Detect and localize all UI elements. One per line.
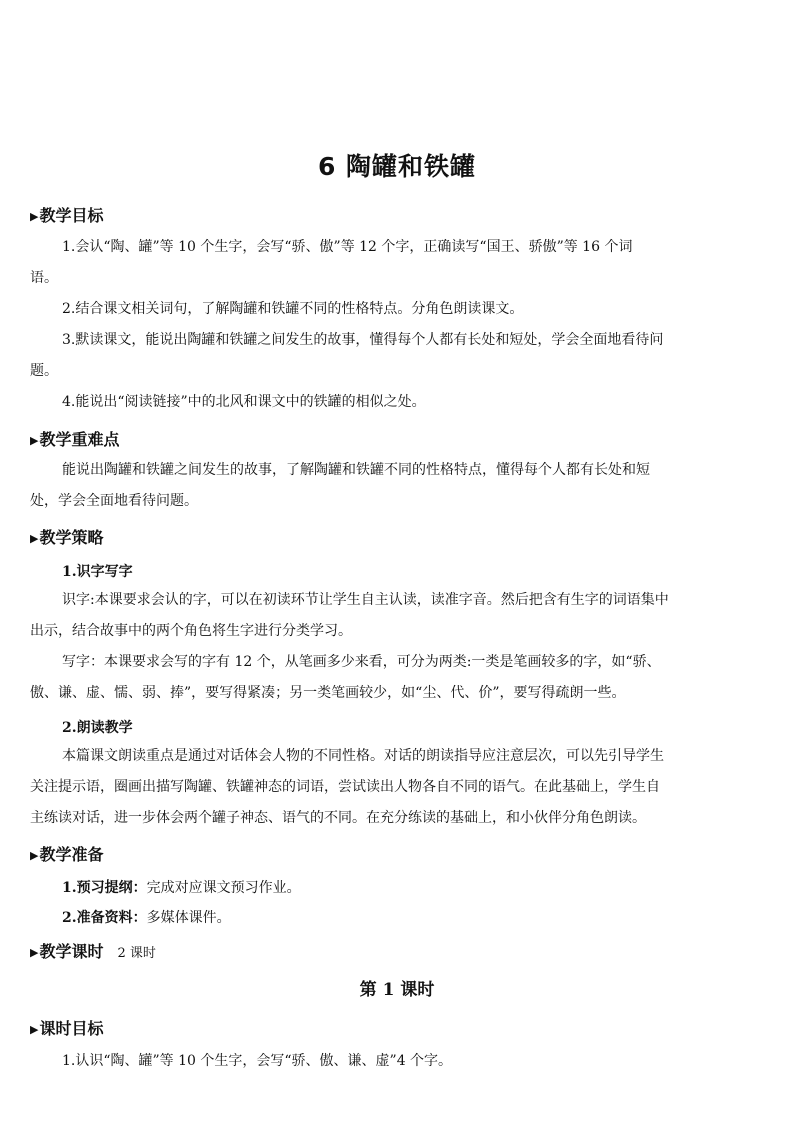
section-heading-goals: ▶教学目标 xyxy=(30,206,104,225)
goals-line-3: 3.默读课文，能说出陶罐和铁罐之间发生的故事，懂得每个人都有长处和短处，学会全面地看待问 xyxy=(62,332,664,348)
strategy-line-3: 写字：本课要求会写的字有 12 个，从笔画多少来看，可分为两类:一类是笔画较多的字，如“骄、 xyxy=(62,654,661,670)
lesson-title: 第 1 课时 xyxy=(359,980,435,1000)
goals-line-2: 2.结合课文相关词句，了解陶罐和铁罐不同的性格特点。分角色朗读课文。 xyxy=(62,301,524,317)
goals-line-4: 4.能说出“阅读链接”中的北风和课文中的铁罐的相似之处。 xyxy=(62,394,426,410)
prep-item-1: 1.预习提纲：完成对应课文预习作业。 xyxy=(62,880,301,896)
section-heading-strategy: ▶教学策略 xyxy=(30,528,104,547)
reading-line-2: 关注提示语，圈画出描写陶罐、铁罐神态的词语，尝试读出人物各自不同的语气。在此基础上，学生自 xyxy=(30,779,660,795)
section-heading-hours: ▶教学课时 2 课时 xyxy=(30,942,156,961)
triangle-right-icon: ▶ xyxy=(30,1023,39,1036)
strategy-line-1: 识字:本课要求会认的字，可以在初读环节让学生自主认读，读准字音。然后把含有生字的词语集中 xyxy=(62,592,669,608)
section-heading-lesson-goals: ▶课时目标 xyxy=(30,1019,104,1038)
strategy-line-2: 出示，结合故事中的两个角色将生字进行分类学习。 xyxy=(30,623,352,639)
reading-line-1: 本篇课文朗读重点是通过对话体会人物的不同性格。对话的朗读指导应注意层次，可以先引导学生 xyxy=(62,748,664,764)
difficulties-line-2: 处，学会全面地看待问题。 xyxy=(30,493,198,509)
strategy-sub-heading-1: 1.识字写字 xyxy=(62,564,133,580)
strategy-line-4: 傲、谦、虚、懦、弱、捧”，要写得紧凑；另一类笔画较少，如“尘、代、价”，要写得疏朗一些。 xyxy=(30,685,626,701)
goals-line-1-cont: 语。 xyxy=(30,270,58,286)
triangle-right-icon: ▶ xyxy=(30,210,39,223)
triangle-right-icon: ▶ xyxy=(30,849,39,862)
triangle-right-icon: ▶ xyxy=(30,434,39,447)
lesson-goals-line-1: 1.认识“陶、罐”等 10 个生字，会写“骄、傲、谦、虚”4 个字。 xyxy=(62,1053,453,1069)
difficulties-line-1: 能说出陶罐和铁罐之间发生的故事，了解陶罐和铁罐不同的性格特点，懂得每个人都有长处和短 xyxy=(62,462,650,478)
section-heading-difficulties: ▶教学重难点 xyxy=(30,430,120,449)
hours-value: 2 课时 xyxy=(117,946,156,961)
goals-line-1: 1.会认“陶、罐”等 10 个生字，会写“骄、傲”等 12 个字，正确读写“国王、骄傲”等 16 个词 xyxy=(62,239,633,255)
reading-line-3: 主练读对话，进一步体会两个罐子神态、语气的不同。在充分练读的基础上，和小伙伴分角色朗读。 xyxy=(30,810,646,826)
prep-item-2: 2.准备资料：多媒体课件。 xyxy=(62,910,231,926)
triangle-right-icon: ▶ xyxy=(30,532,39,545)
triangle-right-icon: ▶ xyxy=(30,946,39,959)
goals-line-3-cont: 题。 xyxy=(30,363,58,379)
strategy-sub-heading-2: 2.朗读教学 xyxy=(62,720,133,736)
page-title: 6 陶罐和铁罐 xyxy=(317,152,477,181)
section-heading-prep: ▶教学准备 xyxy=(30,845,104,864)
